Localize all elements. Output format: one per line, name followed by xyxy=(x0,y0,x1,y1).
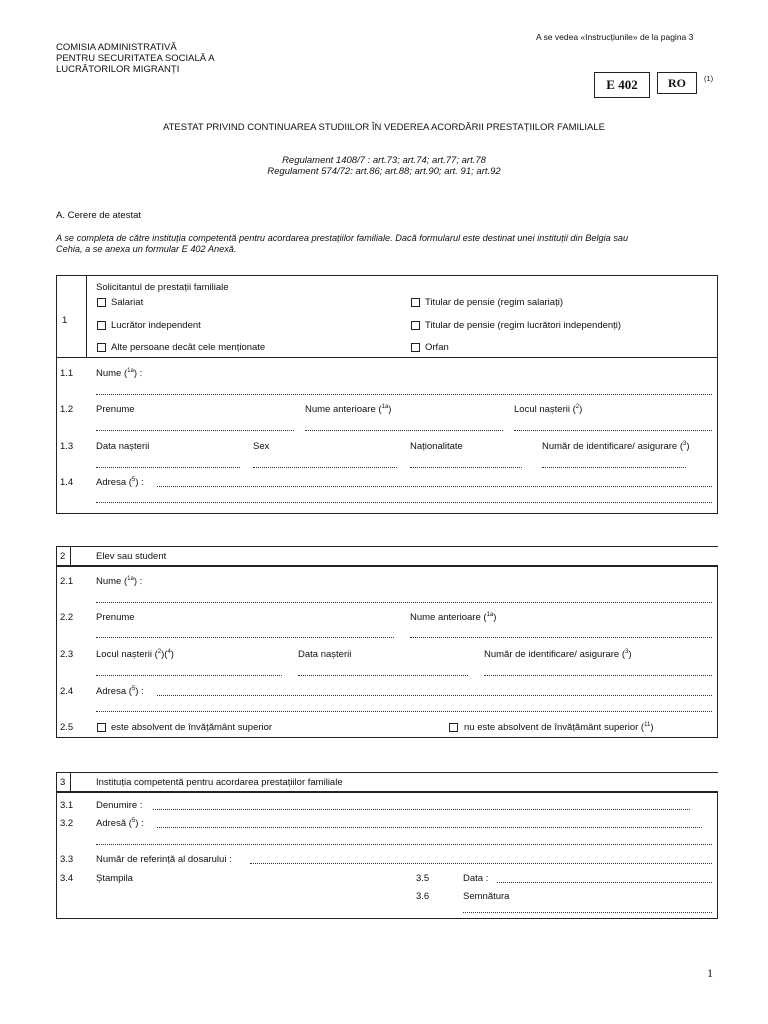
row-1-1-number: 1.1 xyxy=(60,368,74,379)
address-field-1b[interactable] xyxy=(96,502,712,503)
address-field-1a[interactable] xyxy=(157,486,712,487)
row-1-2-first: Prenume xyxy=(96,404,135,415)
option-absolvent: este absolvent de învățământ superior xyxy=(111,722,273,733)
row-3-3-number: 3.3 xyxy=(60,854,74,865)
birthplace-field-2[interactable] xyxy=(96,675,282,676)
commission-line-3: LUCRĂTORILOR MIGRANȚI xyxy=(56,64,180,75)
row-1-2-third: Locul nașterii ($^2$) xyxy=(514,404,583,416)
row-2-2-first: Prenume xyxy=(96,612,135,623)
row-2-3-c: Număr de identificare/ asigurare ($^3$) xyxy=(484,649,632,661)
sex-field-1[interactable] xyxy=(253,467,397,468)
form-code: E 402 xyxy=(606,77,638,92)
page-number: 1 xyxy=(707,966,713,980)
institution-address-field-b[interactable] xyxy=(96,844,712,845)
birthplace-field-1[interactable] xyxy=(514,430,712,431)
row-2-3-a: Locul nașterii ($^2$)($^4$) xyxy=(96,649,174,661)
row-3-2-label: Adresă ($^5$) : xyxy=(96,818,144,830)
signature-field[interactable] xyxy=(463,912,712,913)
id-number-field-2[interactable] xyxy=(484,675,712,676)
row-3-5-number: 3.5 xyxy=(416,873,430,884)
checkbox-nu-absolvent[interactable] xyxy=(449,723,458,732)
checkbox-absolvent[interactable] xyxy=(97,723,106,732)
former-names-field-2[interactable] xyxy=(410,637,712,638)
instructions-note: A se vedea «Instrucțiunile» de la pagina 3 xyxy=(536,32,694,42)
block-3-heading: Instituția competentă pentru acordarea prestațiilor familiale xyxy=(96,777,343,788)
checkbox-lucrator-independent[interactable] xyxy=(97,321,106,330)
checkbox-titular-pensie-salariati[interactable] xyxy=(411,298,420,307)
country-code-box[interactable] xyxy=(657,72,697,94)
surname-field-2[interactable] xyxy=(96,602,712,603)
option-nu-absolvent: nu este absolvent de învățământ superior ($^{11}$) xyxy=(464,722,654,734)
row-1-3-number: 1.3 xyxy=(60,441,74,452)
row-3-6-label: Semnătura xyxy=(463,891,510,902)
form-code-box xyxy=(594,72,650,98)
row-1-3-b: Sex xyxy=(253,441,270,452)
row-1-3-d: Număr de identificare/ asigurare ($^3$) xyxy=(542,441,690,453)
country-note: (1) xyxy=(704,74,714,83)
id-number-field-1[interactable] xyxy=(542,467,686,468)
checkbox-titular-pensie-independenti[interactable] xyxy=(411,321,420,330)
institution-address-field-a[interactable] xyxy=(157,827,702,828)
checkbox-orfan[interactable] xyxy=(411,343,420,352)
row-2-3-number: 2.3 xyxy=(60,649,74,660)
block-3-number: 3 xyxy=(60,777,66,788)
checkbox-alte-persoane[interactable] xyxy=(97,343,106,352)
row-1-2-second: Nume anterioare ($^{1a}$) xyxy=(305,404,392,416)
row-3-2-number: 3.2 xyxy=(60,818,74,829)
block-2-heading: Elev sau student xyxy=(96,551,167,562)
row-2-2-number: 2.2 xyxy=(60,612,74,623)
former-names-field-1[interactable] xyxy=(305,430,503,431)
row-2-1-label: Nume ($^{1a}$) : xyxy=(96,576,143,588)
row-1-1-label: Nume ($^{1a}$) : xyxy=(96,368,143,380)
row-1-4-number: 1.4 xyxy=(60,477,74,488)
block-1-number: 1 xyxy=(62,315,68,326)
row-1-3-a: Data nașterii xyxy=(96,441,150,452)
checkbox-salariat[interactable] xyxy=(97,298,106,307)
option-titular-pensie-salariati: Titular de pensie (regim salariați) xyxy=(425,297,563,308)
row-2-3-b: Data nașterii xyxy=(298,649,352,660)
section-a-instruction-1: A se completa de către instituția competentă pentru acordarea prestațiilor familiale. Dacă formularul este destinat unei instituții din Belgia sau xyxy=(56,233,629,243)
row-3-1-number: 3.1 xyxy=(60,800,74,811)
row-2-4-label: Adresa ($^5$) : xyxy=(96,686,144,698)
row-3-3-label: Număr de referință al dosarului : xyxy=(96,854,232,865)
row-3-5-label: Data : xyxy=(463,873,489,884)
surname-field-1[interactable] xyxy=(96,394,712,395)
institution-name-field[interactable] xyxy=(153,809,690,810)
section-a-instruction-2: Cehia, a se anexa un formular E 402 Anexă. xyxy=(56,244,237,254)
row-2-5-number: 2.5 xyxy=(60,722,74,733)
row-1-3-c: Naționalitate xyxy=(410,441,463,452)
row-3-6-number: 3.6 xyxy=(416,891,430,902)
row-3-4-label: Ștampila xyxy=(96,873,133,884)
nationality-field-1[interactable] xyxy=(410,467,522,468)
address-field-2a[interactable] xyxy=(157,695,712,696)
option-alte-persoane: Alte persoane decât cele menționate xyxy=(111,342,266,353)
commission-line-1: COMISIA ADMINISTRATIVĂ xyxy=(56,42,177,53)
row-3-4-number: 3.4 xyxy=(60,873,74,884)
regulation-line-1: Regulament 1408/7 : art.73; art.74; art.77; art.78 xyxy=(282,155,486,166)
row-1-4-label: Adresa ($^5$) : xyxy=(96,477,144,489)
first-name-field-2[interactable] xyxy=(96,637,394,638)
row-2-4-number: 2.4 xyxy=(60,686,74,697)
block-2-number: 2 xyxy=(60,551,66,562)
option-titular-pensie-independenti: Titular de pensie (regim lucrători independenți) xyxy=(425,320,622,331)
row-2-2-second: Nume anterioare ($^{1a}$) xyxy=(410,612,497,624)
commission-line-2: PENTRU SECURITATEA SOCIALĂ A xyxy=(56,53,215,64)
date-field[interactable] xyxy=(497,882,712,883)
country-code: RO xyxy=(668,76,686,90)
first-name-field-1[interactable] xyxy=(96,430,294,431)
row-1-2-number: 1.2 xyxy=(60,404,74,415)
form-title: ATESTAT PRIVIND CONTINUAREA STUDIILOR ÎN VEDEREA ACORDĂRII PRESTAȚIILOR FAMILIALE xyxy=(162,122,605,133)
regulation-line-2: Regulament 574/72: art.86; art.88; art.90; art. 91; art.92 xyxy=(267,166,501,177)
file-reference-field[interactable] xyxy=(250,863,712,864)
row-2-1-number: 2.1 xyxy=(60,576,74,587)
birthdate-field-2[interactable] xyxy=(298,675,468,676)
option-orfan: Orfan xyxy=(425,342,449,353)
block-1-heading: Solicitantul de prestații familiale xyxy=(96,282,229,293)
row-3-1-label: Denumire : xyxy=(96,800,143,811)
option-salariat: Salariat xyxy=(111,297,144,308)
section-a-heading: A. Cerere de atestat xyxy=(56,210,142,221)
birthdate-field-1[interactable] xyxy=(96,467,240,468)
address-field-2b[interactable] xyxy=(96,711,712,712)
option-lucrator-independent: Lucrător independent xyxy=(111,320,201,331)
